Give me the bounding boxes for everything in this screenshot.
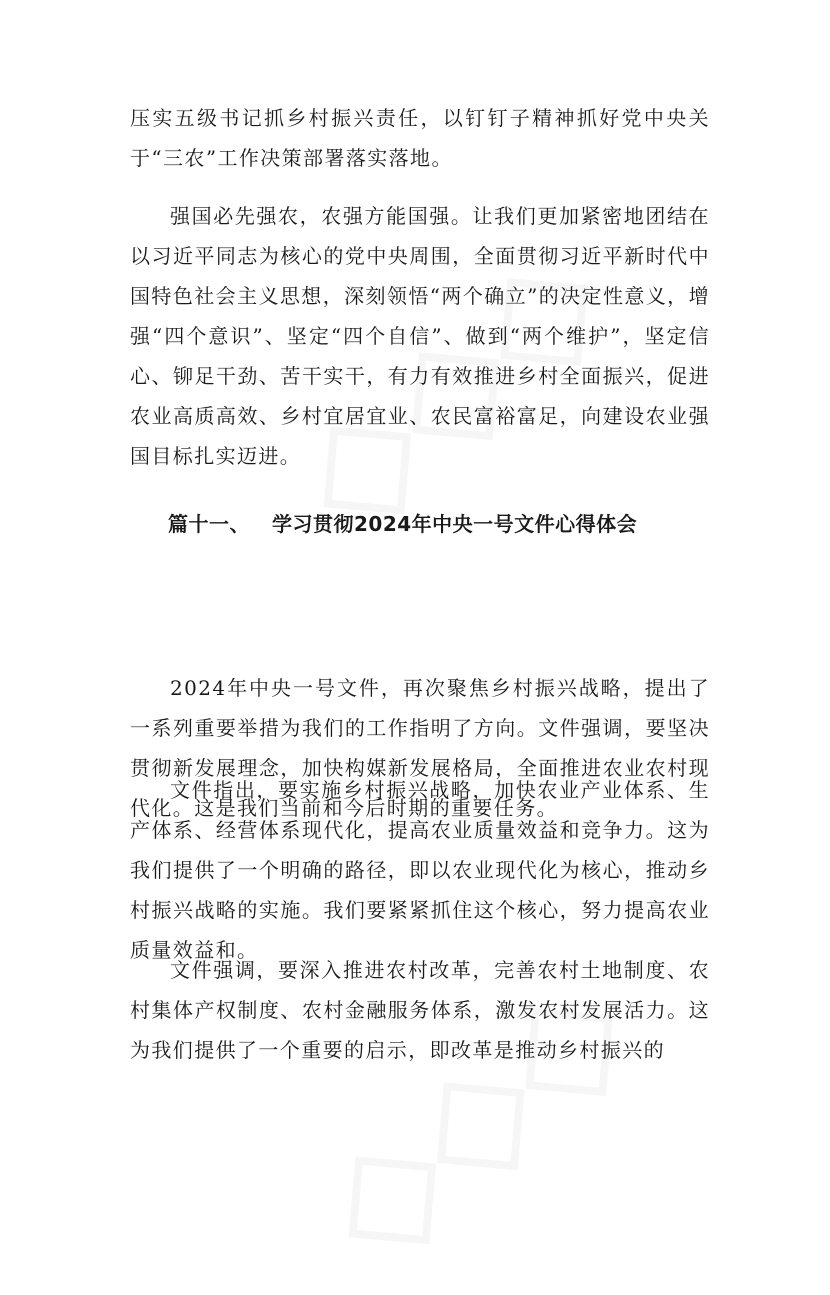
continued-paragraph: 压实五级书记抓乡村振兴责任，以钉钉子精神抓好党中央关于“三农”工作决策部署落实落地。 bbox=[130, 106, 710, 170]
section-heading-number: 篇十一、 bbox=[168, 512, 250, 536]
body-paragraph-1: 2024年中央一号文件，再次聚焦乡村振兴战略，提出了一系列重要举措为我们的工作指明了方向。文件强调，要坚决贯彻新发展理念，加快构媒新发展格局，全面推进农业农村现代化。这是我们当前和今后时期的重要任务。 bbox=[130, 676, 710, 820]
section-heading-title: 学习贯彻2024年中央一号文件心得体会 bbox=[272, 512, 638, 536]
body-paragraph-2: 文件指出，要实施乡村振兴战略，加快农业产业体系、生产体系、经营体系现代化，提高农业质量效益和竞争力。这为我们提供了一个明确的路径，即以农业现代化为核心，推动乡村振兴战略的实施。我们要紧紧抓住这个核心，努力提高农业质量效益和。 bbox=[130, 778, 710, 962]
body-paragraph-3: 文件强调，要深入推进农村改革，完善农村土地制度、农村集体产权制度、农村金融服务体系，激发农村发展活力。这为我们提供了一个重要的启示，即改革是推动乡村振兴的 bbox=[130, 958, 710, 1062]
closing-paragraph: 强国必先强农，农强方能国强。让我们更加紧密地团结在以习近平同志为核心的党中央周围，全面贯彻习近平新时代中国特色社会主义思想，深刻领悟“两个确立”的决定性意义，增强“四个意识”、坚定“四个自信”、做到“两个维护”，坚定信心、铆足干劲、苦干实干，有力有效推进乡村全面振兴，促进农业高质高效、乡村宜居宜业、农民富裕富足，向建设农业强国目标扎实迈进。 bbox=[130, 204, 710, 468]
section-heading bbox=[168, 504, 637, 544]
